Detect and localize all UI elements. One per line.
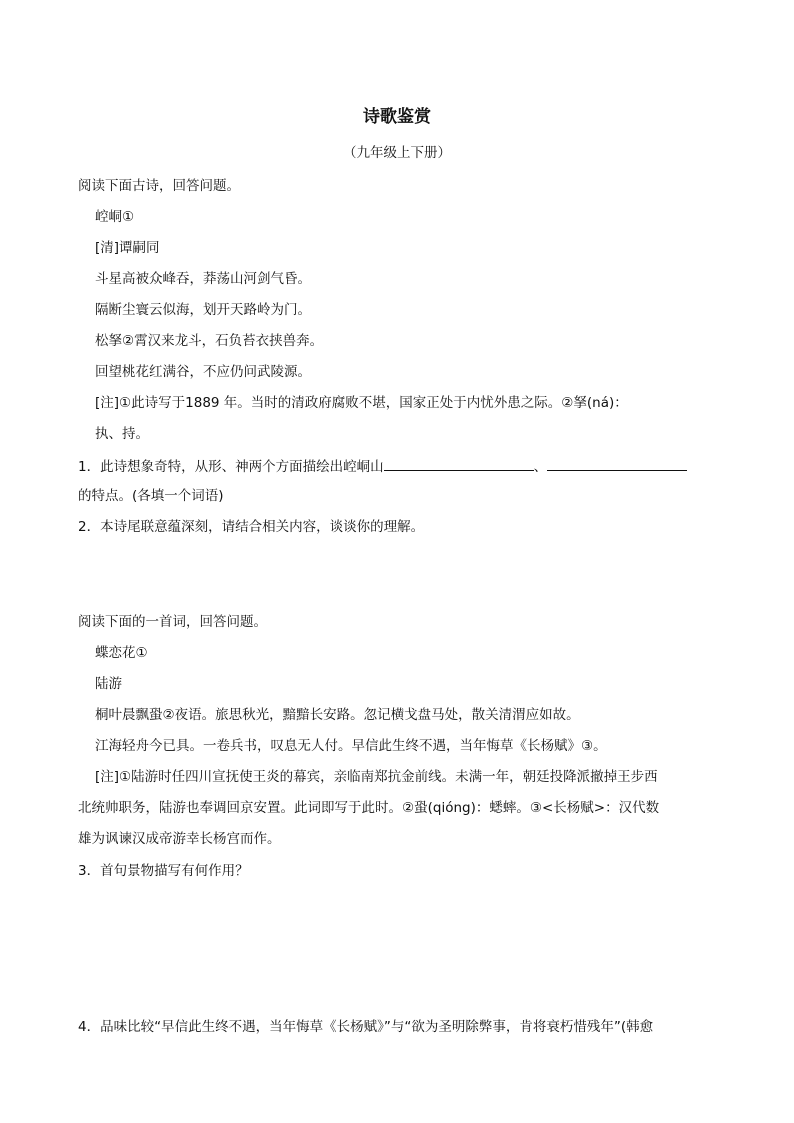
section1-poem-line: 回望桃花红满谷，不应仍问武陵源。 bbox=[95, 364, 311, 380]
page-subtitle: （九年级上下册） bbox=[343, 145, 451, 161]
section1-poem-line: 松拏②霄汉来龙斗，石负苔衣挟兽奔。 bbox=[95, 333, 324, 349]
section1-instruction: 阅读下面古诗，回答问题。 bbox=[78, 178, 240, 194]
section2-note-cont: 北统帅职务，陆游也奉调回京安置。此词即写于此时。②蛩(qióng)：蟋蟀。③<长杨赋>：汉代数 bbox=[78, 800, 660, 816]
section2-instruction: 阅读下面的一首词，回答问题。 bbox=[78, 614, 267, 630]
question-1-text: 1．此诗想象奇特，从形、神两个方面描绘出崆峒山 bbox=[78, 459, 384, 475]
section2-poem-line: 江海轻舟今已具。一卷兵书，叹息无人付。早信此生终不遇，当年悔草《长杨赋》③。 bbox=[95, 738, 607, 754]
answer-blank-1[interactable] bbox=[384, 456, 534, 471]
page-title: 诗歌鉴赏 bbox=[363, 107, 431, 127]
question-4: 4．品味比较“早信此生终不遇，当年悔草《长杨赋》”与“欲为圣明除弊事，肯将衰朽惜残年”(韩愈 bbox=[78, 1019, 654, 1035]
section2-author: 陆游 bbox=[95, 676, 122, 692]
section2-note-cont: 雄为讽谏汉成帝游幸长杨宫而作。 bbox=[78, 831, 281, 847]
question-1-separator: 、 bbox=[533, 459, 548, 475]
question-3: 3．首句景物描写有何作用？ bbox=[78, 863, 249, 879]
section1-poem-line: 斗星高被众峰吞，莽荡山河剑气昏。 bbox=[95, 271, 311, 287]
section1-author: [清]谭嗣同 bbox=[95, 240, 160, 256]
section1-note: [注]①此诗写于1889 年。当时的清政府腐败不堪，国家正处于内忧外患之际。②拏(ná)： bbox=[95, 395, 628, 411]
question-2: 2．本诗尾联意蕴深刻，请结合相关内容，谈谈你的理解。 bbox=[78, 519, 425, 535]
section2-poem-title: 蝶恋花① bbox=[95, 645, 148, 661]
section1-note-cont: 执、持。 bbox=[95, 426, 149, 442]
section1-poem-line: 隔断尘寰云似海，划开天路岭为门。 bbox=[95, 302, 311, 318]
section2-note: [注]①陆游时任四川宣抚使王炎的幕宾，亲临南郑抗金前线。未满一年，朝廷投降派撤掉王步西 bbox=[95, 769, 658, 785]
question-1-cont: 的特点。(各填一个词语) bbox=[78, 488, 224, 504]
section2-poem-line: 桐叶晨飘蛩②夜语。旅思秋光，黯黯长安路。忽记横戈盘马处，散关清渭应如故。 bbox=[95, 707, 580, 723]
answer-blank-2[interactable] bbox=[547, 456, 687, 471]
section1-poem-title: 崆峒① bbox=[95, 209, 135, 225]
question-1 bbox=[78, 456, 687, 476]
